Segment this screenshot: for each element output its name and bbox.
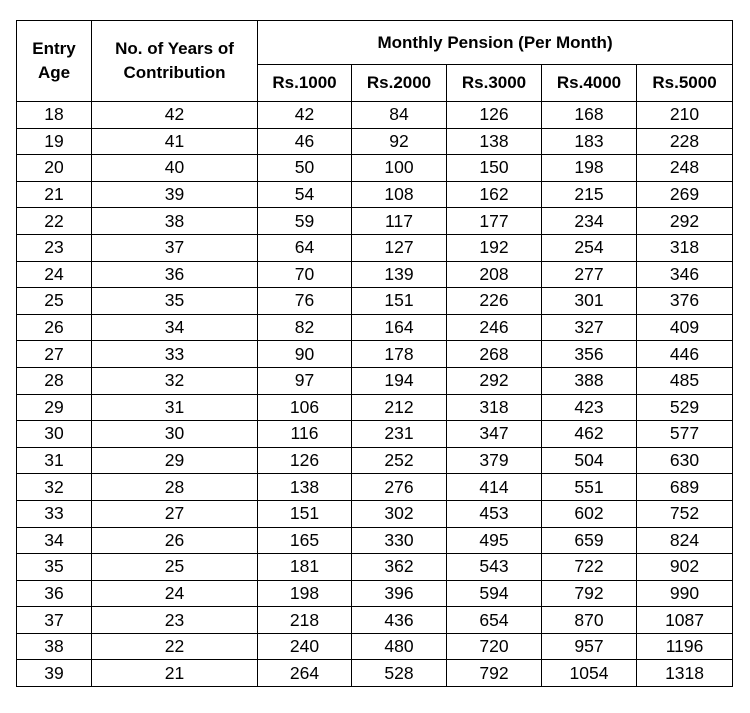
pension-1000-cell: 165: [258, 527, 352, 554]
pension-1000-cell: 59: [258, 208, 352, 235]
pension-column-header: Rs.2000: [352, 65, 447, 102]
pension-3000-cell: 453: [447, 500, 542, 527]
years-cell: 31: [92, 394, 258, 421]
years-cell: 37: [92, 234, 258, 261]
table-body: [17, 102, 733, 687]
table-row: [17, 234, 733, 261]
table-row: [17, 208, 733, 235]
pension-4000-cell: 168: [542, 102, 637, 129]
pension-1000-cell: 50: [258, 155, 352, 182]
pension-1000-cell: 151: [258, 500, 352, 527]
pension-5000-cell: 446: [637, 341, 733, 368]
entry-age-cell: 35: [17, 554, 92, 581]
years-cell: 35: [92, 288, 258, 315]
pension-3000-cell: 192: [447, 234, 542, 261]
entry-age-cell: 38: [17, 633, 92, 660]
pension-3000-cell: 543: [447, 554, 542, 581]
pension-1000-cell: 198: [258, 580, 352, 607]
pension-3000-cell: 126: [447, 102, 542, 129]
pension-4000-cell: 301: [542, 288, 637, 315]
pension-2000-cell: 108: [352, 181, 447, 208]
years-cell: 40: [92, 155, 258, 182]
pension-3000-cell: 268: [447, 341, 542, 368]
pension-2000-cell: 151: [352, 288, 447, 315]
years-cell: 36: [92, 261, 258, 288]
pension-5000-cell: 228: [637, 128, 733, 155]
years-cell: 41: [92, 128, 258, 155]
table-row: [17, 633, 733, 660]
years-cell: 38: [92, 208, 258, 235]
entry-age-cell: 32: [17, 474, 92, 501]
years-cell: 29: [92, 447, 258, 474]
table-row: [17, 102, 733, 129]
pension-4000-cell: 254: [542, 234, 637, 261]
pension-2000-cell: 396: [352, 580, 447, 607]
pension-2000-cell: 100: [352, 155, 447, 182]
years-cell: 34: [92, 314, 258, 341]
entry-age-cell: 30: [17, 421, 92, 448]
table-row: [17, 607, 733, 634]
table-row: [17, 580, 733, 607]
table-row: [17, 261, 733, 288]
pension-2000-cell: 84: [352, 102, 447, 129]
table-row: [17, 128, 733, 155]
entry-age-cell: 20: [17, 155, 92, 182]
pension-column-header: Rs.1000: [258, 65, 352, 102]
entry-age-cell: 19: [17, 128, 92, 155]
table-row: [17, 314, 733, 341]
table-row: [17, 500, 733, 527]
pension-5000-cell: 529: [637, 394, 733, 421]
years-cell: 33: [92, 341, 258, 368]
pension-table-container: [16, 20, 733, 687]
pension-5000-cell: 990: [637, 580, 733, 607]
pension-5000-cell: 292: [637, 208, 733, 235]
pension-3000-cell: 495: [447, 527, 542, 554]
pension-4000-cell: 327: [542, 314, 637, 341]
table-row: [17, 554, 733, 581]
table-row: [17, 367, 733, 394]
years-cell: 24: [92, 580, 258, 607]
pension-5000-cell: 485: [637, 367, 733, 394]
pension-3000-cell: 162: [447, 181, 542, 208]
pension-1000-cell: 42: [258, 102, 352, 129]
table-row: [17, 181, 733, 208]
pension-1000-cell: 264: [258, 660, 352, 687]
pension-3000-cell: 318: [447, 394, 542, 421]
years-cell: 21: [92, 660, 258, 687]
pension-2000-cell: 139: [352, 261, 447, 288]
years-cell: 25: [92, 554, 258, 581]
pension-3000-cell: 246: [447, 314, 542, 341]
pension-1000-cell: 106: [258, 394, 352, 421]
pension-5000-cell: 376: [637, 288, 733, 315]
pension-column-header: Rs.5000: [637, 65, 733, 102]
entry-age-cell: 27: [17, 341, 92, 368]
pension-4000-cell: 957: [542, 633, 637, 660]
pension-2000-cell: 212: [352, 394, 447, 421]
entry-age-cell: 31: [17, 447, 92, 474]
pension-2000-cell: 436: [352, 607, 447, 634]
table-row: [17, 341, 733, 368]
pension-1000-cell: 90: [258, 341, 352, 368]
entry-age-cell: 22: [17, 208, 92, 235]
pension-2000-cell: 117: [352, 208, 447, 235]
pension-2000-cell: 178: [352, 341, 447, 368]
pension-3000-cell: 792: [447, 660, 542, 687]
table-row: [17, 288, 733, 315]
table-header: [17, 21, 733, 102]
pension-3000-cell: 177: [447, 208, 542, 235]
pension-5000-cell: 318: [637, 234, 733, 261]
pension-4000-cell: 722: [542, 554, 637, 581]
pension-3000-cell: 594: [447, 580, 542, 607]
pension-4000-cell: 388: [542, 367, 637, 394]
pension-5000-cell: 269: [637, 181, 733, 208]
pension-2000-cell: 330: [352, 527, 447, 554]
pension-2000-cell: 194: [352, 367, 447, 394]
pension-3000-cell: 654: [447, 607, 542, 634]
pension-3000-cell: 138: [447, 128, 542, 155]
years-cell: 32: [92, 367, 258, 394]
pension-4000-cell: 198: [542, 155, 637, 182]
table-row: [17, 474, 733, 501]
pension-3000-cell: 226: [447, 288, 542, 315]
pension-1000-cell: 126: [258, 447, 352, 474]
monthly-pension-header: Monthly Pension (Per Month): [258, 21, 733, 65]
pension-4000-cell: 1054: [542, 660, 637, 687]
pension-2000-cell: 252: [352, 447, 447, 474]
pension-2000-cell: 362: [352, 554, 447, 581]
pension-3000-cell: 150: [447, 155, 542, 182]
pension-5000-cell: 1196: [637, 633, 733, 660]
pension-2000-cell: 302: [352, 500, 447, 527]
pension-2000-cell: 276: [352, 474, 447, 501]
entry-age-cell: 24: [17, 261, 92, 288]
table-row: [17, 660, 733, 687]
pension-5000-cell: 752: [637, 500, 733, 527]
entry-age-cell: 18: [17, 102, 92, 129]
table-row: [17, 155, 733, 182]
table-row: [17, 447, 733, 474]
years-cell: 42: [92, 102, 258, 129]
pension-2000-cell: 480: [352, 633, 447, 660]
entry-age-cell: 21: [17, 181, 92, 208]
pension-4000-cell: 792: [542, 580, 637, 607]
pension-2000-cell: 164: [352, 314, 447, 341]
pension-5000-cell: 346: [637, 261, 733, 288]
entry-age-cell: 34: [17, 527, 92, 554]
entry-age-cell: 37: [17, 607, 92, 634]
pension-3000-cell: 379: [447, 447, 542, 474]
pension-4000-cell: 602: [542, 500, 637, 527]
years-cell: 30: [92, 421, 258, 448]
pension-3000-cell: 208: [447, 261, 542, 288]
pension-3000-cell: 347: [447, 421, 542, 448]
entry-age-cell: 28: [17, 367, 92, 394]
pension-5000-cell: 1318: [637, 660, 733, 687]
entry-age-cell: 33: [17, 500, 92, 527]
pension-3000-cell: 414: [447, 474, 542, 501]
pension-2000-cell: 231: [352, 421, 447, 448]
years-cell: 26: [92, 527, 258, 554]
pension-2000-cell: 127: [352, 234, 447, 261]
table-row: [17, 527, 733, 554]
pension-column-header: Rs.3000: [447, 65, 542, 102]
pension-1000-cell: 181: [258, 554, 352, 581]
pension-4000-cell: 870: [542, 607, 637, 634]
entry-age-cell: 29: [17, 394, 92, 421]
table-row: [17, 421, 733, 448]
pension-5000-cell: 630: [637, 447, 733, 474]
entry-age-cell: 26: [17, 314, 92, 341]
pension-1000-cell: 218: [258, 607, 352, 634]
entry-age-cell: 23: [17, 234, 92, 261]
pension-5000-cell: 577: [637, 421, 733, 448]
pension-5000-cell: 248: [637, 155, 733, 182]
years-cell: 22: [92, 633, 258, 660]
pension-4000-cell: 659: [542, 527, 637, 554]
pension-5000-cell: 902: [637, 554, 733, 581]
pension-1000-cell: 240: [258, 633, 352, 660]
pension-1000-cell: 70: [258, 261, 352, 288]
pension-4000-cell: 462: [542, 421, 637, 448]
table-row: [17, 394, 733, 421]
pension-4000-cell: 277: [542, 261, 637, 288]
entry-age-header: Entry Age: [17, 21, 92, 102]
years-cell: 27: [92, 500, 258, 527]
pension-4000-cell: 551: [542, 474, 637, 501]
years-header: No. of Years of Contribution: [92, 21, 258, 102]
pension-4000-cell: 356: [542, 341, 637, 368]
pension-4000-cell: 183: [542, 128, 637, 155]
pension-column-header: Rs.4000: [542, 65, 637, 102]
years-cell: 39: [92, 181, 258, 208]
pension-1000-cell: 46: [258, 128, 352, 155]
pension-5000-cell: 409: [637, 314, 733, 341]
pension-1000-cell: 97: [258, 367, 352, 394]
entry-age-cell: 39: [17, 660, 92, 687]
pension-1000-cell: 54: [258, 181, 352, 208]
pension-4000-cell: 215: [542, 181, 637, 208]
pension-5000-cell: 689: [637, 474, 733, 501]
pension-3000-cell: 720: [447, 633, 542, 660]
years-cell: 23: [92, 607, 258, 634]
pension-4000-cell: 423: [542, 394, 637, 421]
pension-2000-cell: 92: [352, 128, 447, 155]
entry-age-cell: 36: [17, 580, 92, 607]
pension-1000-cell: 138: [258, 474, 352, 501]
pension-2000-cell: 528: [352, 660, 447, 687]
pension-4000-cell: 504: [542, 447, 637, 474]
pension-1000-cell: 82: [258, 314, 352, 341]
pension-1000-cell: 116: [258, 421, 352, 448]
pension-5000-cell: 1087: [637, 607, 733, 634]
years-cell: 28: [92, 474, 258, 501]
pension-1000-cell: 64: [258, 234, 352, 261]
pension-5000-cell: 210: [637, 102, 733, 129]
pension-5000-cell: 824: [637, 527, 733, 554]
pension-table: [16, 20, 733, 687]
pension-4000-cell: 234: [542, 208, 637, 235]
pension-3000-cell: 292: [447, 367, 542, 394]
pension-1000-cell: 76: [258, 288, 352, 315]
entry-age-cell: 25: [17, 288, 92, 315]
